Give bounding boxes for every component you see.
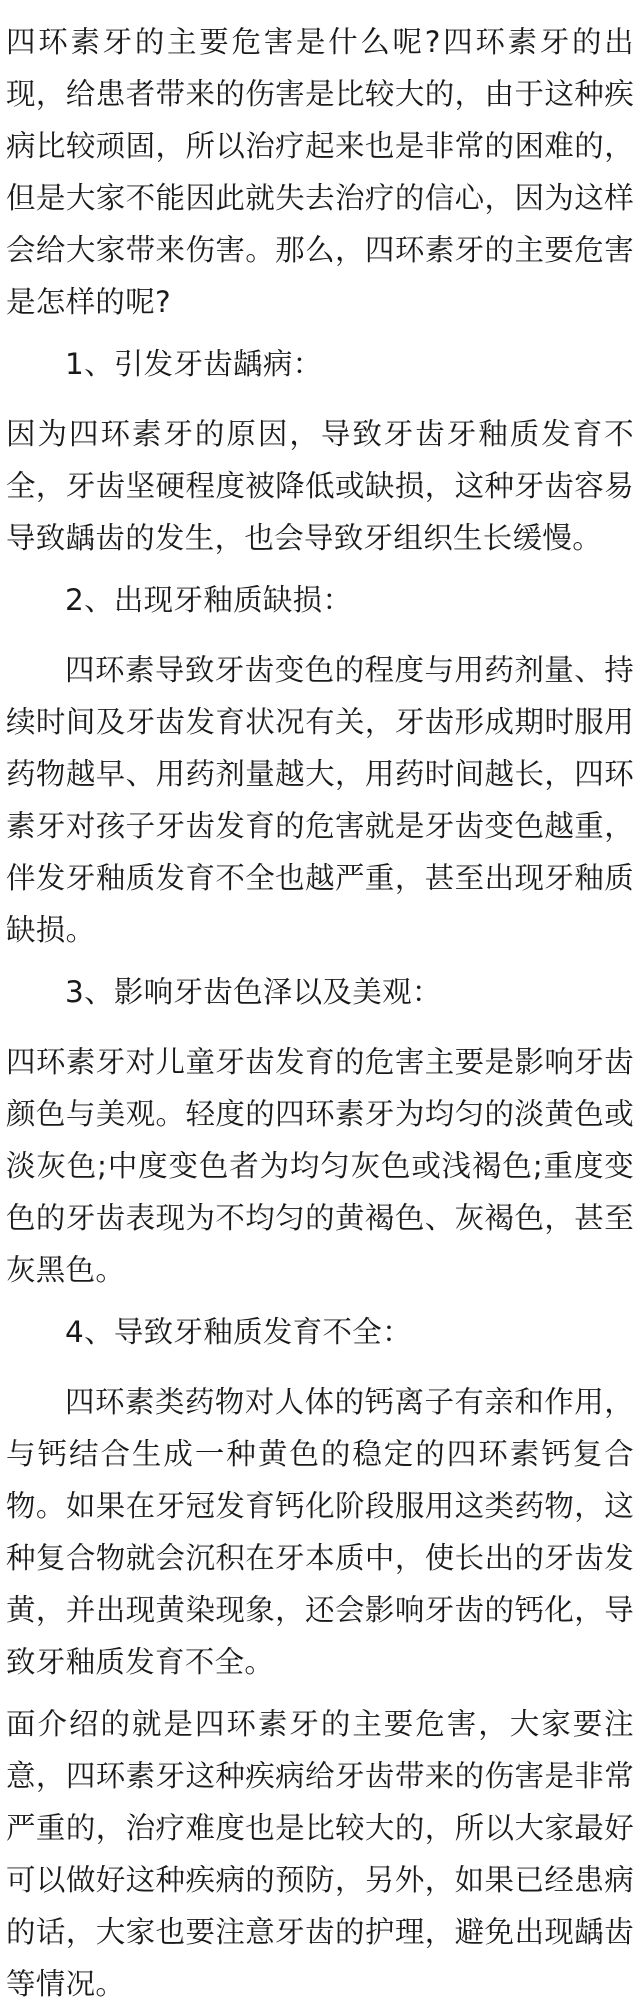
- section-1-heading: 1、引发牙齿龋病：: [65, 347, 323, 381]
- section-4-heading: 4、导致牙釉质发育不全：: [65, 1315, 412, 1349]
- section-2-heading: 2、出现牙釉质缺损：: [65, 583, 353, 617]
- section-4-body: 四环素类药物对人体的钙离子有亲和作用，与钙结合生成一种黄色的稳定的四环素钙复合物。如果在牙冠发育钙化阶段服用这类药物，这种复合物就会沉积在牙本质中，使长出的牙齿发黄，并出现黄染现象，还会影响牙齿的钙化，导致牙釉质发育不全。: [6, 1385, 634, 1679]
- section-1-body: 因为四环素牙的原因，导致牙齿牙釉质发育不全，牙齿坚硬程度被降低或缺损，这种牙齿容易导致龋齿的发生，也会导致牙组织生长缓慢。: [6, 417, 634, 555]
- intro-paragraph: 四环素牙的主要危害是什么呢?四环素牙的出现，给患者带来的伤害是比较大的，由于这种疾病比较顽固，所以治疗起来也是非常的困难的，但是大家不能因此就失去治疗的信心，因为这样会给大家带来伤害。那么，四环素牙的主要危害是怎样的呢?: [6, 25, 634, 319]
- section-2-body: 四环素导致牙齿变色的程度与用药剂量、持续时间及牙齿发育状况有关，牙齿形成期时服用药物越早、用药剂量越大，用药时间越长，四环素牙对孩子牙齿发育的危害就是牙齿变色越重，伴发牙釉质发育不全也越严重，甚至出现牙釉质缺损。: [6, 653, 634, 947]
- conclusion-paragraph: 面介绍的就是四环素牙的主要危害，大家要注意，四环素牙这种疾病给牙齿带来的伤害是非常严重的，治疗难度也是比较大的，所以大家最好可以做好这种疾病的预防，另外，如果已经患病的话，大家也要注意牙齿的护理，避免出现龋齿等情况。: [6, 1707, 634, 2001]
- section-3-heading: 3、影响牙齿色泽以及美观：: [65, 975, 442, 1009]
- section-3-body: 四环素牙对儿童牙齿发育的危害主要是影响牙齿颜色与美观。轻度的四环素牙为均匀的淡黄色或淡灰色;中度变色者为均匀灰色或浅褐色;重度变色的牙齿表现为不均匀的黄褐色、灰褐色，甚至灰黑色。: [6, 1045, 634, 1287]
